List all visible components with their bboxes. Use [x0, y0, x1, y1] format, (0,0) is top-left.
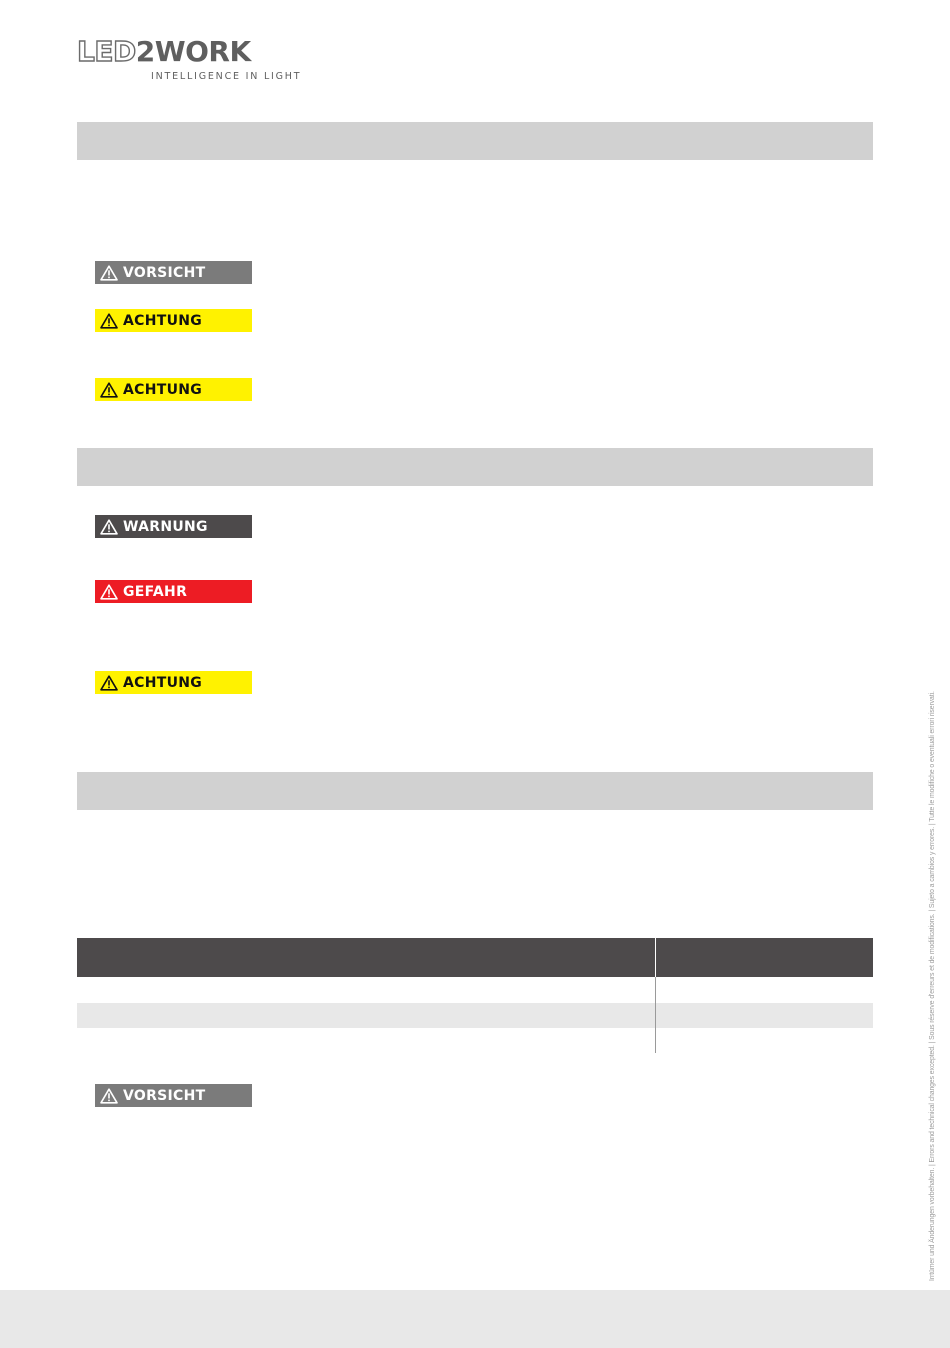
warning-label-text: GEFAHR — [123, 583, 188, 600]
warning-label-text: VORSICHT — [123, 1087, 206, 1104]
warning-label-text: VORSICHT — [123, 264, 206, 281]
logo-tagline: INTELLIGENCE IN LIGHT — [151, 71, 302, 82]
warning-label-vorsicht — [95, 1084, 252, 1107]
warning-label-achtung — [95, 309, 252, 332]
warning-label-text: ACHTUNG — [123, 381, 203, 398]
warning-triangle-icon — [100, 675, 118, 691]
table-row — [77, 1003, 873, 1028]
table-row — [77, 977, 873, 1002]
warning-label-text: ACHTUNG — [123, 674, 203, 691]
warning-label-text: ACHTUNG — [123, 312, 203, 329]
brand-logo — [77, 36, 317, 86]
legal-disclaimer: Irrtümer und Änderungen vorbehalten. | Errors and technical changes excepted. | Sous réserve d'erreurs et de modifications. | Sujeto a cambios y errores. | Tutte le modifiche o eventuali errori riservati. — [929, 691, 936, 1281]
warning-label-gefahr — [95, 580, 252, 603]
warning-label-text: WARNUNG — [123, 518, 208, 535]
table-row — [77, 1028, 873, 1053]
table-header-cell — [77, 938, 655, 977]
warning-label-vorsicht — [95, 261, 252, 284]
warning-triangle-icon — [100, 584, 118, 600]
table-column-divider — [655, 977, 656, 1053]
section-header-bar — [77, 772, 873, 810]
warning-triangle-icon — [100, 519, 118, 535]
table-header-cell — [656, 938, 873, 977]
warning-label-achtung — [95, 378, 252, 401]
logo-2work: 2WORK — [135, 35, 251, 68]
warning-label-achtung — [95, 671, 252, 694]
warning-triangle-icon — [100, 382, 118, 398]
section-header-bar — [77, 122, 873, 160]
warning-triangle-icon — [100, 1088, 118, 1104]
section-header-bar — [77, 448, 873, 486]
warning-label-warnung — [95, 515, 252, 538]
warning-triangle-icon — [100, 265, 118, 281]
warning-triangle-icon — [100, 313, 118, 329]
page-footer — [0, 1290, 950, 1348]
logo-led: LED — [77, 35, 136, 68]
logo-wordmark — [77, 35, 251, 68]
